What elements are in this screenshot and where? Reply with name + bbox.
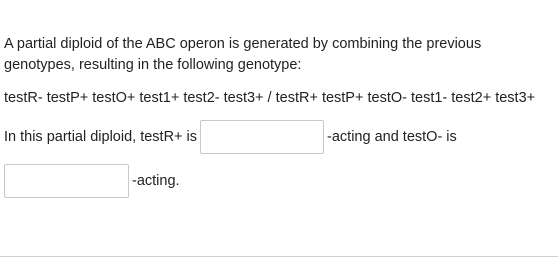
question-line-2 bbox=[4, 164, 180, 198]
question-intro: A partial diploid of the ABC operon is generated by combining the previous genotypes, resulting in the following genotype: bbox=[4, 36, 482, 73]
line1-suffix: -acting and testO- is bbox=[327, 129, 457, 145]
question-line-1 bbox=[4, 120, 457, 154]
testR-acting-input[interactable] bbox=[200, 120, 324, 154]
bottom-divider bbox=[0, 256, 558, 257]
genotype-text: testR- testP+ testO+ test1+ test2- test3+ / testR+ testP+ testO- test1- test2+ test3+ bbox=[4, 90, 536, 106]
line2-suffix: -acting. bbox=[132, 173, 180, 189]
testO-acting-input[interactable] bbox=[4, 164, 129, 198]
line1-prefix: In this partial diploid, testR+ is bbox=[4, 129, 198, 145]
